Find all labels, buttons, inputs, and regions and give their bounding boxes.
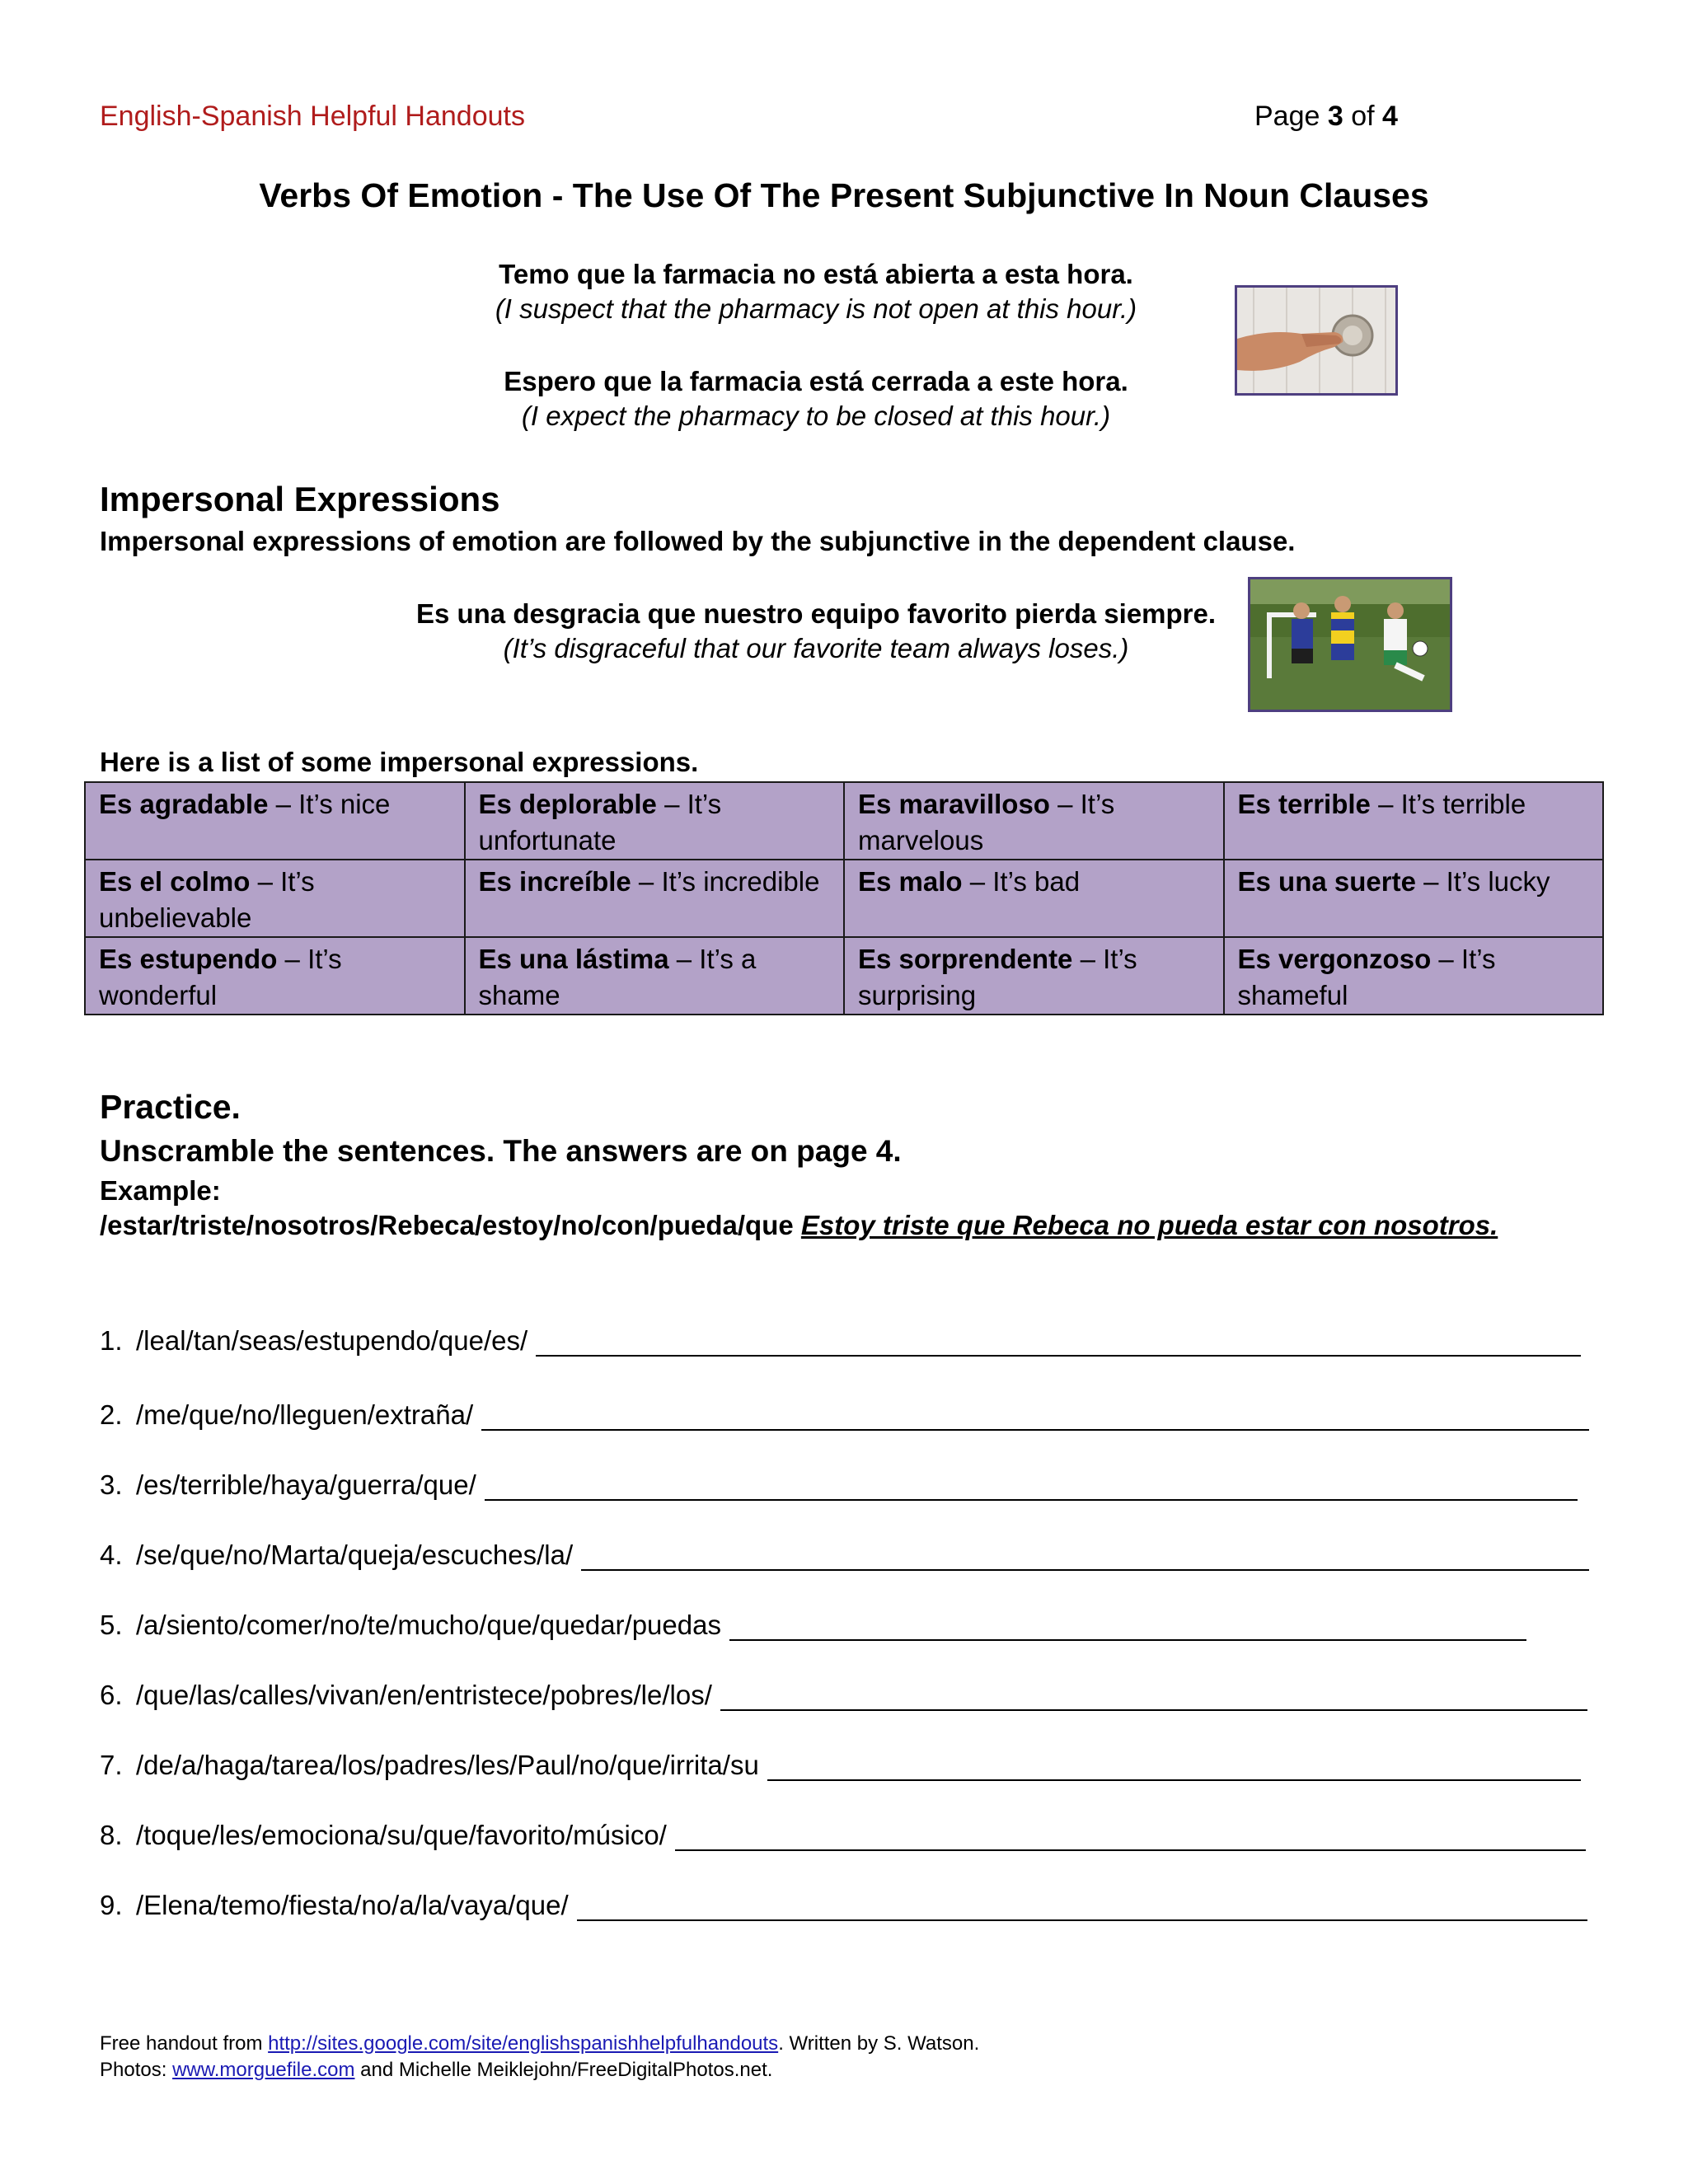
question-scrambled-text: /me/que/no/lleguen/extraña/ [136,1399,474,1430]
question-number: 7. [100,1750,123,1780]
table-cell [1224,860,1604,937]
expression-term: Es malo [858,866,963,897]
table-row [85,937,1603,1015]
answer-blank-line[interactable] [581,1544,1589,1571]
page-current: 3 [1327,101,1343,132]
expression-meaning: – It’s marvelous [858,789,1115,855]
expression-meaning: – It’s shameful [1237,944,1496,1010]
expression-term: Es agradable [99,789,269,819]
answer-blank-line[interactable] [675,1825,1586,1851]
expression-term: Es una suerte [1237,866,1416,897]
expression-meaning: – It’s nice [268,789,391,819]
practice-question [100,1890,1587,1921]
example-scrambled: /estar/triste/nosotros/Rebeca/estoy/no/con/pueda/que [100,1210,801,1240]
question-scrambled-text: /que/las/calles/vivan/en/entristece/pobres/le/los/ [136,1680,712,1710]
expression-meaning: – It’s wonderful [99,944,342,1010]
table-cell [85,937,465,1015]
soccer-photo [1248,577,1452,712]
example-english: (It’s disgraceful that our favorite team always loses.) [503,633,1129,663]
question-number: 1. [100,1325,123,1356]
table-cell [85,782,465,860]
expression-term: Es el colmo [99,866,251,897]
expression-term: Es vergonzoso [1237,944,1432,974]
door-hand-icon [1237,288,1395,393]
expression-meaning: – It’s unbelievable [99,866,315,933]
answer-blank-line[interactable] [720,1685,1587,1711]
practice-question [100,1540,1589,1571]
page-prefix: Page [1254,101,1328,132]
soccer-players-icon [1250,579,1450,710]
expression-term: Es increíble [478,866,631,897]
table-row [85,782,1603,860]
question-number: 3. [100,1469,123,1500]
impersonal-heading: Impersonal Expressions [100,480,500,518]
expression-term: Es sorprendente [858,944,1073,974]
expression-term: Es estupendo [99,944,278,974]
footer-photos-line [100,2059,772,2082]
table-cell [465,782,845,860]
practice-question [100,1750,1581,1781]
expression-meaning: – It’s unfortunate [478,789,722,855]
impersonal-example [379,598,1253,664]
table-cell [844,860,1224,937]
example-block-2 [396,366,1236,432]
practice-question [100,1680,1587,1711]
expression-meaning: – It’s bad [962,866,1081,897]
question-scrambled-text: /de/a/haga/tarea/los/padres/les/Paul/no/que/irrita/su [136,1750,759,1780]
question-scrambled-text: /a/siento/comer/no/te/mucho/que/quedar/puedas [136,1610,721,1640]
table-cell [1224,782,1604,860]
practice-question [100,1610,1526,1641]
question-number: 9. [100,1890,123,1920]
question-number: 6. [100,1680,123,1710]
table-cell [844,782,1224,860]
question-scrambled-text: /leal/tan/seas/estupendo/que/es/ [136,1325,528,1356]
morguefile-link[interactable]: www.morguefile.com [172,2059,355,2081]
example-sentence [100,1210,1498,1241]
example-answer: Estoy triste que Rebeca no pueda estar con nosotros. [800,1210,1498,1240]
answer-blank-line[interactable] [729,1615,1526,1641]
practice-instructions: Unscramble the sentences. The answers are on page 4. [100,1134,902,1168]
impersonal-expressions-table [84,781,1604,1015]
expression-meaning: – It’s lucky [1415,866,1550,897]
practice-question [100,1399,1589,1431]
answer-blank-line[interactable] [485,1474,1578,1501]
photos-prefix: Photos: [100,2059,173,2081]
question-number: 2. [100,1399,123,1430]
answer-blank-line[interactable] [481,1404,1589,1431]
answer-blank-line[interactable] [536,1330,1581,1357]
example-english: (I expect the pharmacy to be closed at this hour.) [521,401,1111,431]
question-scrambled-text: /toque/les/emociona/su/que/favorito/músico/ [136,1820,667,1850]
practice-question [100,1820,1586,1851]
table-cell [85,860,465,937]
page-title: Verbs Of Emotion - The Use Of The Present Subjunctive In Noun Clauses [259,176,1429,214]
page-of: of [1343,101,1383,132]
answer-blank-line[interactable] [767,1755,1581,1781]
practice-heading: Practice. [100,1088,241,1126]
handout-series-title: English-Spanish Helpful Handouts [100,101,525,132]
question-scrambled-text: /se/que/no/Marta/queja/escuches/la/ [136,1540,574,1570]
question-number: 4. [100,1540,123,1570]
expression-meaning: – It’s incredible [631,866,820,897]
list-intro: Here is a list of some impersonal expressions. [100,747,699,777]
expression-term: Es maravilloso [858,789,1050,819]
photos-credit: and Michelle Meiklejohn/FreeDigitalPhotos.net. [354,2059,773,2081]
table-cell [465,937,845,1015]
example-english: (I suspect that the pharmacy is not open at this hour.) [495,293,1137,324]
expression-term: Es una lástima [478,944,669,974]
question-number: 5. [100,1610,123,1640]
door-knob-photo [1235,285,1398,396]
page-total: 4 [1382,101,1398,132]
answer-blank-line[interactable] [577,1895,1587,1921]
example-spanish: Es una desgracia que nuestro equipo favorito pierda siempre. [415,598,1217,629]
question-scrambled-text: /Elena/temo/fiesta/no/a/la/vaya/que/ [136,1890,569,1920]
expression-meaning: – It’s surprising [858,944,1137,1010]
expression-meaning: – It’s terrible [1370,789,1526,819]
practice-question [100,1469,1578,1501]
page-number [1254,101,1398,133]
table-cell [844,937,1224,1015]
question-scrambled-text: /es/terrible/haya/guerra/que/ [136,1469,476,1500]
practice-question [100,1325,1581,1357]
table-cell [1224,937,1604,1015]
example-spanish: Temo que la farmacia no está abierta a esta hora. [499,259,1133,289]
example-label: Example: [100,1175,221,1206]
handouts-link[interactable]: http://sites.google.com/site/englishspanishhelpfulhandouts [268,2032,779,2055]
expression-meaning: – It’s a shame [478,944,757,1010]
example-spanish: Espero que la farmacia está cerrada a este hora. [504,366,1128,396]
expression-term: Es deplorable [478,789,657,819]
footer-prefix: Free handout from [100,2032,269,2055]
footer-author: . Written by S. Watson. [778,2032,980,2055]
impersonal-description: Impersonal expressions of emotion are followed by the subjunctive in the dependent clause. [100,526,1296,556]
table-row [85,860,1603,937]
expression-term: Es terrible [1237,789,1371,819]
question-number: 8. [100,1820,123,1850]
example-block-1 [396,259,1236,325]
table-cell [465,860,845,937]
footer-credit-line [100,2032,979,2055]
